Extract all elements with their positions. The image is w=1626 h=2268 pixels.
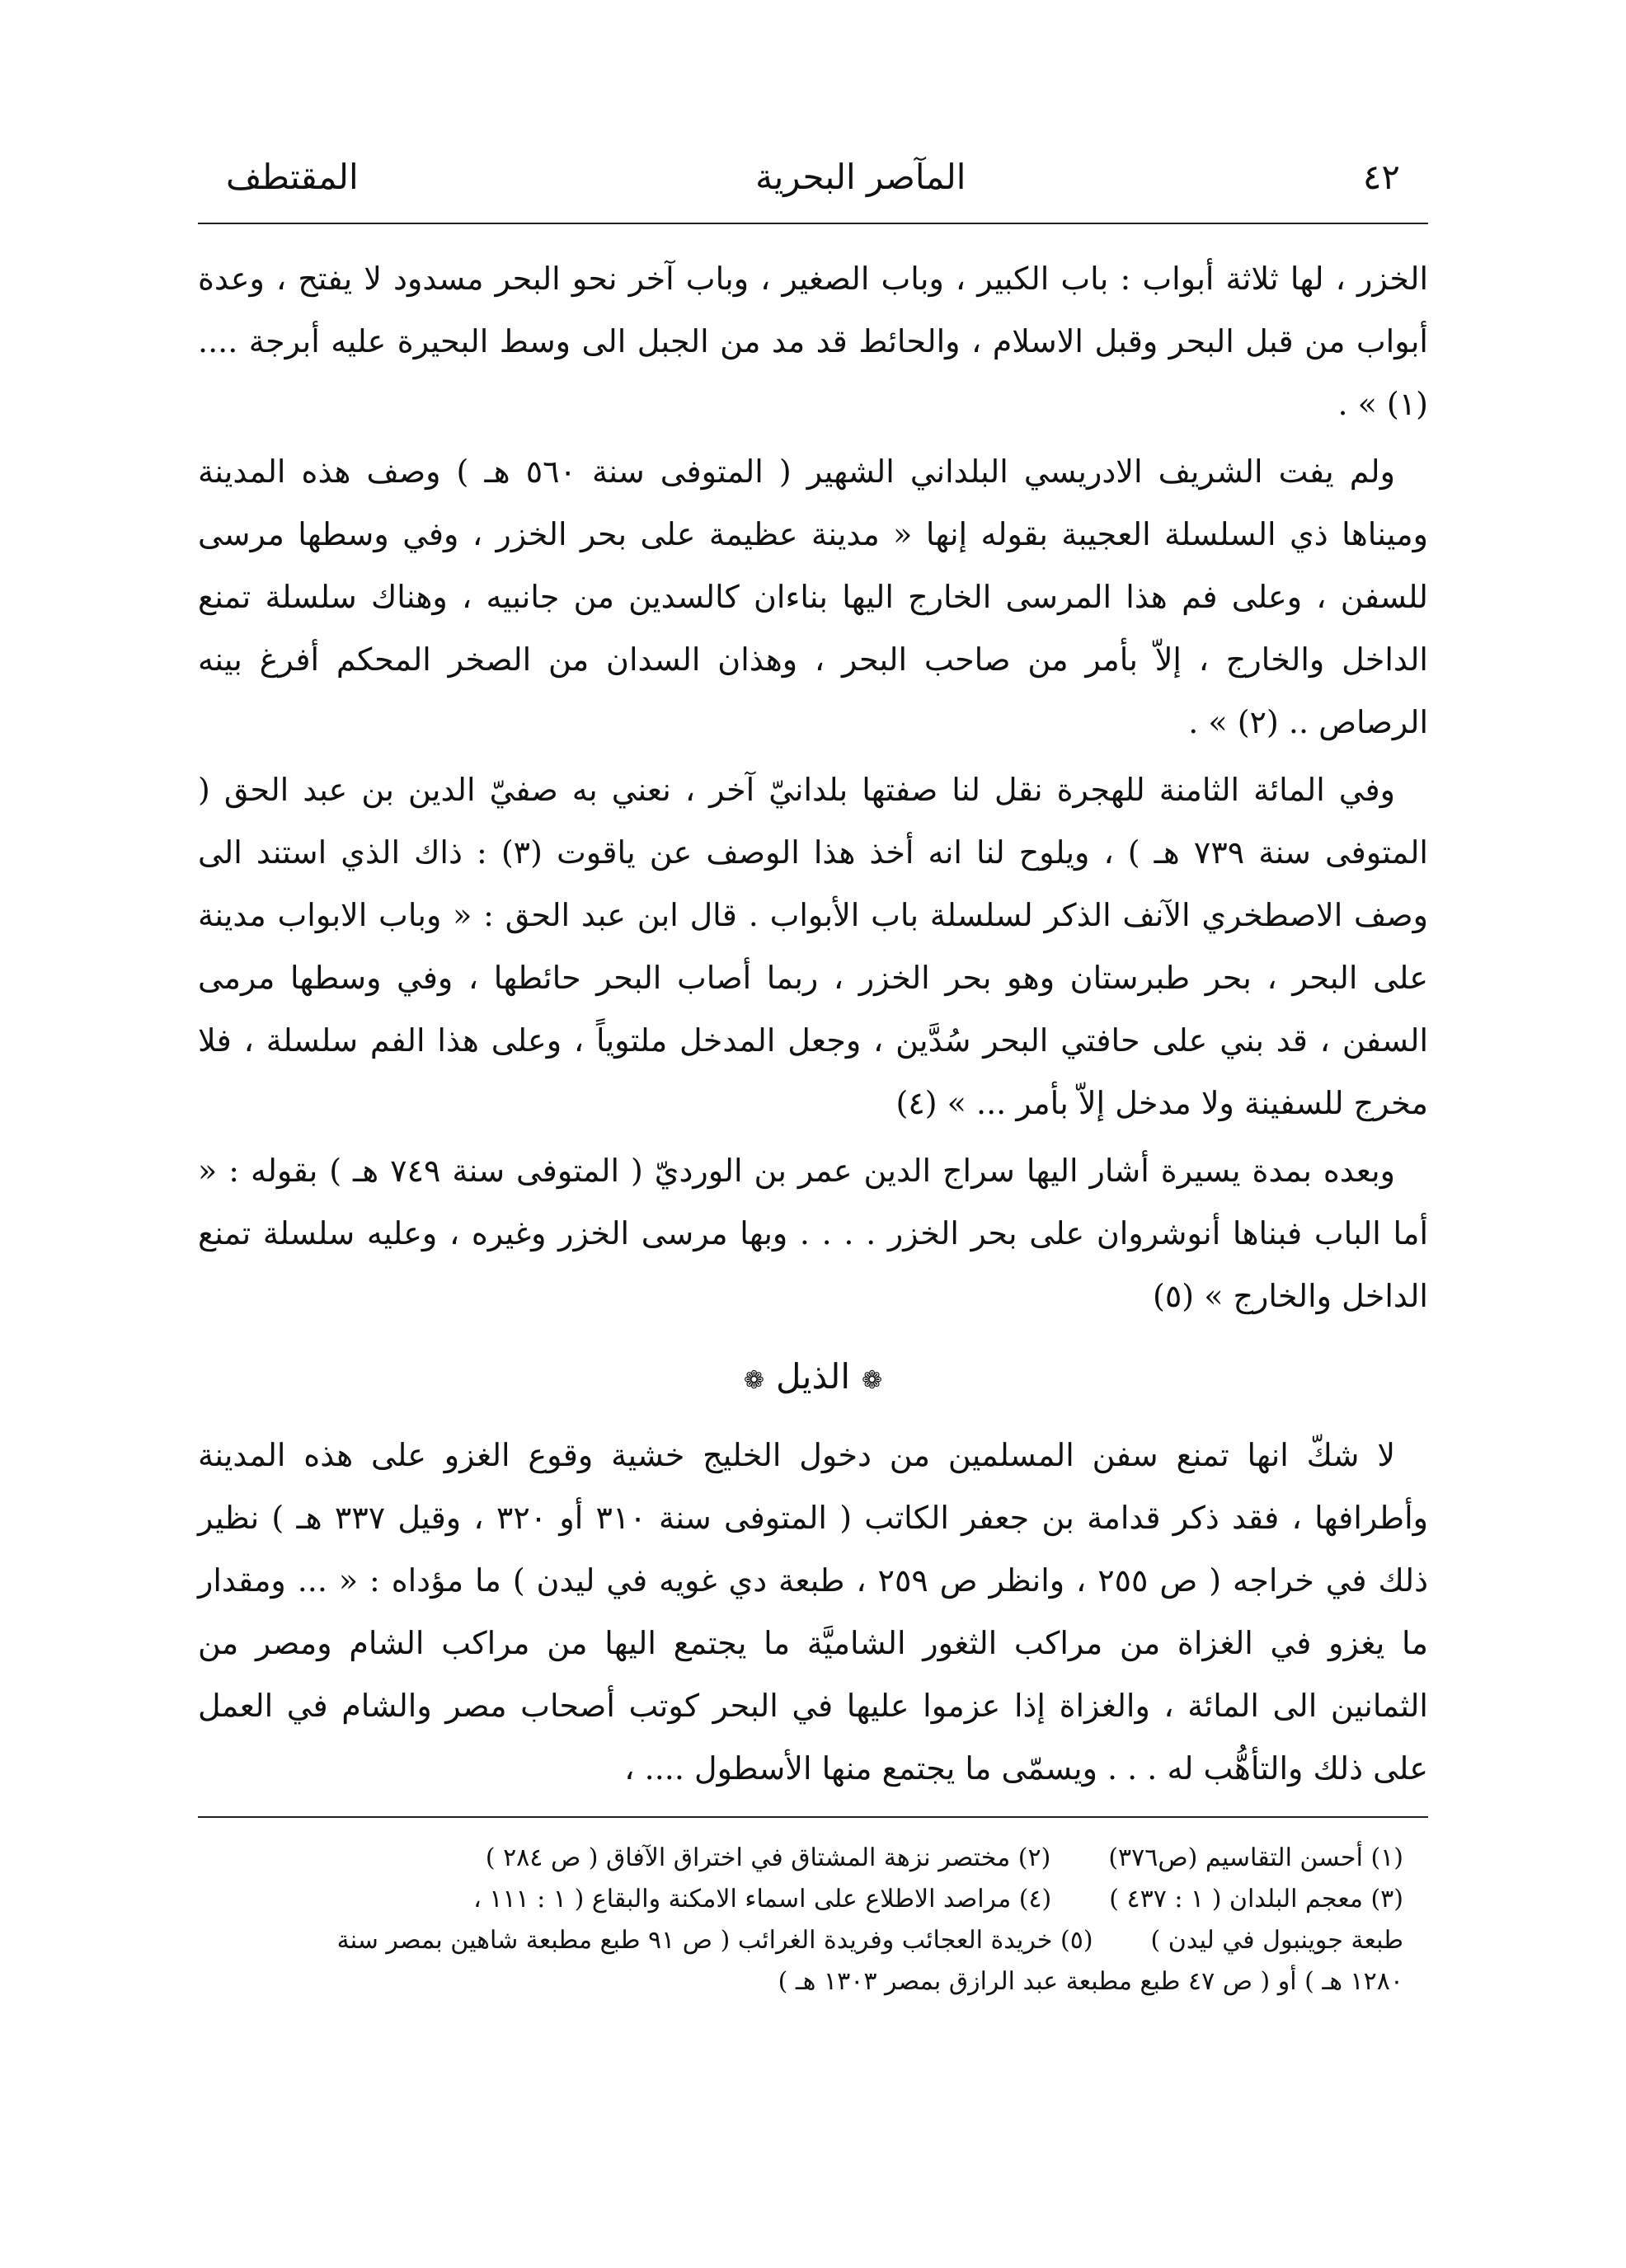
footnote: (٣) معجم البلدان ( ١ : ٤٣٧ ) (1109, 1885, 1403, 1913)
header-divider (198, 223, 1428, 224)
paragraph: وبعده بمدة يسيرة أشار اليها سراج الدين عمر بن الورديّ ( المتوفى سنة ٧٤٩ هـ ) بقوله : « أما الباب فبناها أنوشروان على بحر الخزر . . . . وبها مرسى الخزر وغيره ، وعليه سلسلة تمنع الداخل والخارج » (٥) (198, 1153, 1428, 1314)
journal-name: المقتطف (226, 157, 359, 197)
page-title: المآصر البحرية (755, 157, 966, 197)
footnote: (٥) خريدة العجائب وفريدة الغرائب ( ص ٩١ طبع مطبعة شاهين بمصر سنة (336, 1926, 1093, 1955)
footnote: (١) أحسن التقاسيم (ص٣٧٦) (1108, 1843, 1403, 1872)
footnotes (198, 1838, 1428, 2003)
footnote-line (198, 1838, 1403, 1879)
footnote-line (198, 1920, 1403, 1961)
section-heading (198, 1345, 1428, 1412)
ornament-icon: ❁ (862, 1366, 883, 1395)
main-text (198, 247, 1428, 1800)
paragraph: ولم يفت الشريف الادريسي البلداني الشهير ( المتوفى سنة ٥٦٠ هـ ) وصف هذه المدينة وميناها ذي السلسلة العجيبة بقوله إنها « مدينة عظيمة على بحر الخزر ، وفي وسطها مرسى للسفن ، وعلى فم هذا المرسى الخارج اليها بناءان كالسدين من جانبيه ، وهناك سلسلة تمنع الداخل والخارج ، إلاّ بأمر من صاحب البحر ، وهذان السدان من الصخر المحكم أفرغ بينه الرصاص .. (٢) » . (198, 453, 1428, 740)
paragraph: الخزر ، لها ثلاثة أبواب : باب الكبير ، وباب الصغير ، وباب آخر نحو البحر مسدود لا يفتح ، وعدة أبواب من قبل البحر وقبل الاسلام ، والحائط قد مد من الجبل الى وسط البحيرة عليه أبرجة .... (١) » . (198, 261, 1429, 422)
footnote: طبعة جوينبول في ليدن ) (1150, 1926, 1403, 1955)
paragraph: لا شكّ انها تمنع سفن المسلمين من دخول الخليج خشية وقوع الغزو على هذه المدينة وأطرافها ، فقد ذكر قدامة بن جعفر الكاتب ( المتوفى سنة ٣١٠ أو ٣٢٠ ، وقيل ٣٣٧ هـ ) نظير ذلك في خراجه ( ص ٢٥٥ ، وانظر ص ٢٥٩ ، طبعة دي غويه في ليدن ) ما مؤداه : « ... ومقدار ما يغزو في الغزاة من مراكب الثغور الشاميَّة ما يجتمع اليها من مراكب الشام ومصر من الثمانين الى المائة ، والغزاة إذا عزموا عليها في البحر كوتب أصحاب مصر والشام في العمل على ذلك والتأهُّب له . . . ويسمّى ما يجتمع منها الأسطول .... ، (198, 1437, 1429, 1787)
page-number: ٤٢ (1362, 157, 1400, 197)
footnote-line (198, 1879, 1403, 1920)
section-heading-text: الذيل (775, 1356, 850, 1397)
footnote: ١٢٨٠ هـ ) أو ( ص ٤٧ طبع مطبعة عبد الرازق بمصر ١٣٠٣ هـ ) (778, 1967, 1403, 1996)
footnote: (٢) مختصر نزهة المشتاق في اختراق الآفاق ( ص ٢٨٤ ) (485, 1843, 1051, 1872)
footnote-line (198, 1961, 1403, 2003)
page-header (198, 157, 1428, 209)
footnote: (٤) مراصد الاطلاع على اسماء الامكنة والبقاع ( ١ : ١١١ ، (473, 1885, 1052, 1913)
ornament-icon: ❁ (743, 1366, 764, 1395)
footnote-divider (198, 1816, 1428, 1818)
paragraph: وفي المائة الثامنة للهجرة نقل لنا صفتها بلدانيّ آخر ، نعني به صفيّ الدين بن عبد الحق ( المتوفى سنة ٧٣٩ هـ ) ، ويلوح لنا انه أخذ هذا الوصف عن ياقوت (٣) : ذاك الذي استند الى وصف الاصطخري الآنف الذكر لسلسلة باب الأبواب . قال ابن عبد الحق : « وباب الابواب مدينة على البحر ، بحر طبرستان وهو بحر الخزر ، ربما أصاب البحر حائطها ، وفي وسطها مرمى السفن ، قد بني على حافتي البحر سُدَّين ، وجعل المدخل ملتوياً ، وعلى هذا الفم سلسلة ، فلا مخرج للسفينة ولا مدخل إلاّ بأمر ... » (٤) (198, 772, 1428, 1121)
